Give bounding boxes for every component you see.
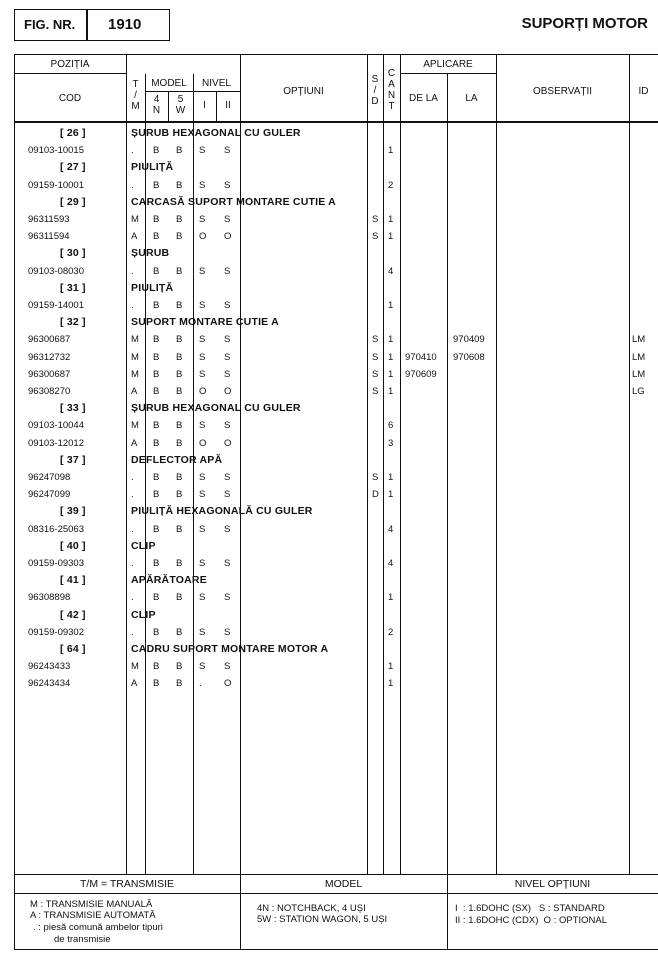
part-code: 09159-09302: [28, 626, 84, 638]
table-row: [0, 555, 658, 572]
part-group-name: APĂRĂTOARE: [131, 574, 207, 587]
part-code: 96312732: [28, 351, 71, 363]
nivel-1-cell: S: [199, 179, 206, 191]
model-5w-cell: B: [176, 420, 183, 432]
quantity-cell: 1: [388, 231, 394, 243]
legend-tm-line: M : TRANSMISIE MANUALĂ: [30, 899, 153, 910]
part-code: 09103-10015: [28, 145, 84, 157]
quantity-cell: 3: [388, 437, 394, 449]
figure-number: 1910: [108, 16, 142, 33]
model-4n-cell: B: [153, 489, 160, 501]
transmission-cell: .: [131, 300, 134, 311]
quantity-cell: 4: [388, 265, 394, 277]
position-number: [ 42 ]: [60, 608, 86, 621]
table-row: [0, 331, 658, 348]
transmission-cell: A: [131, 386, 138, 397]
nivel-1-cell: S: [199, 626, 206, 638]
quantity-cell: 1: [388, 351, 394, 363]
nivel-2-cell: S: [224, 368, 231, 380]
part-group-name: PIULIȚĂ: [131, 281, 174, 294]
side-cell: S: [372, 368, 379, 380]
nivel-2-cell: S: [224, 472, 231, 483]
quantity-cell: 1: [388, 592, 394, 604]
part-group-name: ȘURUB: [131, 247, 170, 260]
nivel-2-cell: S: [224, 351, 231, 363]
header-observatii: OBSERVAȚII: [532, 86, 593, 97]
side-cell: S: [372, 334, 379, 346]
model-4n-cell: B: [153, 386, 160, 397]
nivel-1-cell: S: [199, 368, 206, 380]
transmission-cell: M: [131, 368, 139, 380]
model-5w-cell: B: [176, 265, 183, 277]
table-bottom-border: [14, 874, 658, 875]
model-4n-cell: B: [153, 626, 160, 638]
figure-box-divider: [86, 9, 88, 41]
legend-model-line: 5W : STATION WAGON, 5 UȘI: [257, 914, 388, 925]
nivel-2-cell: S: [224, 489, 231, 501]
id-cell: LM: [632, 368, 646, 380]
position-number: [ 33 ]: [60, 402, 86, 415]
model-5w-cell: B: [176, 592, 183, 604]
transmission-cell: .: [131, 523, 134, 535]
header-model-5w: 5 W: [175, 94, 186, 116]
model-5w-cell: B: [176, 489, 183, 501]
part-group-name: CLIP: [131, 608, 156, 621]
group-row: [0, 280, 658, 297]
quantity-cell: 4: [388, 523, 394, 535]
nivel-1-cell: S: [199, 558, 206, 569]
id-cell: LM: [632, 351, 646, 363]
nivel-2-cell: S: [224, 179, 231, 191]
nivel-1-cell: S: [199, 420, 206, 432]
group-row: [0, 572, 658, 589]
table-row: [0, 142, 658, 159]
nivel-1-cell: S: [199, 472, 206, 483]
side-cell: S: [372, 351, 379, 363]
model-4n-cell: B: [153, 351, 160, 363]
transmission-cell: M: [131, 351, 139, 363]
position-number: [ 31 ]: [60, 281, 86, 294]
table-row: [0, 486, 658, 503]
group-row: [0, 194, 658, 211]
applies-from-cell: 970609: [405, 368, 437, 380]
quantity-cell: 1: [388, 386, 394, 397]
nivel-2-cell: O: [224, 678, 232, 690]
model-4n-cell: B: [153, 523, 160, 535]
header-nivel: NIVEL: [202, 78, 231, 89]
quantity-cell: 2: [388, 626, 394, 638]
model-5w-cell: B: [176, 231, 183, 243]
quantity-cell: 1: [388, 334, 394, 346]
transmission-cell: M: [131, 214, 139, 225]
legend-nivel-line: II : 1.6DOHC (CDX) O : OPTIONAL: [455, 915, 608, 926]
quantity-cell: 1: [388, 300, 394, 311]
table-row: [0, 297, 658, 314]
model-4n-cell: B: [153, 334, 160, 346]
table-row: [0, 177, 658, 194]
header-cant: C A N T: [387, 68, 396, 112]
model-4n-cell: B: [153, 437, 160, 449]
part-code: 96308270: [28, 386, 71, 397]
model-4n-cell: B: [153, 300, 160, 311]
model-5w-cell: B: [176, 386, 183, 397]
nivel-2-cell: S: [224, 265, 231, 277]
group-row: [0, 245, 658, 262]
position-number: [ 41 ]: [60, 574, 86, 587]
quantity-cell: 1: [388, 489, 394, 501]
position-number: [ 37 ]: [60, 453, 86, 466]
header-aplicare: APLICARE: [423, 59, 473, 70]
model-4n-cell: B: [153, 558, 160, 569]
nivel-1-cell: S: [199, 592, 206, 604]
part-code: 09159-14001: [28, 300, 84, 311]
position-number: [ 27 ]: [60, 161, 86, 174]
part-code: 96300687: [28, 334, 71, 346]
group-row: [0, 607, 658, 624]
table-top-border: [14, 54, 658, 55]
quantity-cell: 1: [388, 368, 394, 380]
part-code: 09159-10001: [28, 179, 84, 191]
nivel-2-cell: O: [224, 437, 232, 449]
model-5w-cell: B: [176, 300, 183, 311]
quantity-cell: 2: [388, 179, 394, 191]
nivel-1-cell: S: [199, 489, 206, 501]
page-title: SUPORȚI MOTOR: [521, 15, 648, 32]
part-group-name: PIULIȚĂ: [131, 161, 174, 174]
model-4n-cell: B: [153, 231, 160, 243]
model-4n-cell: B: [153, 179, 160, 191]
nivel-2-cell: S: [224, 661, 231, 673]
header-tm: T / M: [131, 79, 140, 112]
nivel-2-cell: S: [224, 145, 231, 157]
model-nivel-underline: [145, 91, 240, 92]
model-5w-cell: B: [176, 626, 183, 638]
model-5w-cell: B: [176, 523, 183, 535]
transmission-cell: M: [131, 661, 139, 673]
table-row: [0, 366, 658, 383]
nivel-2-cell: S: [224, 420, 231, 432]
group-row: [0, 538, 658, 555]
header-pozitia: POZIȚIA: [50, 59, 90, 70]
nivel-2-cell: O: [224, 386, 232, 397]
legend-tm-line: de transmisie: [54, 934, 111, 945]
quantity-cell: 1: [388, 472, 394, 483]
applies-to-cell: 970608: [453, 351, 485, 363]
table-row: [0, 435, 658, 452]
transmission-cell: .: [131, 558, 134, 569]
quantity-cell: 4: [388, 558, 394, 569]
table-row: [0, 675, 658, 692]
figure-label: FIG. NR.: [24, 17, 76, 32]
nivel-2-cell: S: [224, 300, 231, 311]
nivel-1-cell: S: [199, 523, 206, 535]
transmission-cell: A: [131, 231, 138, 243]
part-code: 96311593: [28, 214, 70, 225]
model-4n-cell: B: [153, 661, 160, 673]
legend-tm-title: T/M = TRANSMISIE: [79, 878, 175, 890]
model-4n-cell: B: [153, 368, 160, 380]
nivel-1-cell: S: [199, 265, 206, 277]
model-4n-cell: B: [153, 592, 160, 604]
legend-tm-line: A : TRANSMISIE AUTOMATĂ: [30, 910, 156, 921]
legend-nivel-line: I : 1.6DOHC (SX) S : STANDARD: [455, 903, 605, 914]
part-code: 96243434: [28, 678, 71, 690]
model-5w-cell: B: [176, 145, 183, 157]
nivel-1-cell: S: [199, 351, 206, 363]
nivel-1-cell: O: [199, 231, 207, 243]
model-4n-cell: B: [153, 214, 160, 225]
id-cell: LG: [632, 386, 645, 397]
quantity-cell: 1: [388, 145, 394, 157]
group-row: [0, 400, 658, 417]
quantity-cell: 1: [388, 214, 394, 225]
part-code: 96243433: [28, 661, 71, 673]
header-id: ID: [638, 86, 649, 97]
side-cell: S: [372, 472, 379, 483]
legend-divider: [14, 893, 658, 894]
table-row: [0, 469, 658, 486]
model-4n-cell: B: [153, 678, 160, 690]
header-nivel-2: II: [225, 100, 231, 111]
part-group-name: CARCASĂ SUPORT MONTARE CUTIE A: [131, 195, 336, 208]
model-5w-cell: B: [176, 351, 183, 363]
part-group-name: DEFLECTOR APĂ: [131, 453, 223, 466]
table-header-border: [14, 121, 658, 123]
nivel-2-cell: O: [224, 231, 232, 243]
model-4n-cell: B: [153, 145, 160, 157]
model-5w-cell: B: [176, 368, 183, 380]
applies-to-cell: 970409: [453, 334, 485, 346]
model-5w-cell: B: [176, 334, 183, 346]
group-row: [0, 503, 658, 520]
table-row: [0, 658, 658, 675]
legend-nivel-title: NIVEL OPȚIUNI: [514, 878, 591, 890]
legend-model-line: 4N : NOTCHBACK, 4 UȘI: [257, 903, 366, 914]
transmission-cell: .: [131, 472, 134, 483]
part-code: 96247098: [28, 472, 71, 483]
position-number: [ 64 ]: [60, 643, 86, 655]
legend-tm-line: . : piesă comună ambelor tipuri: [33, 922, 163, 933]
transmission-cell: .: [131, 626, 134, 638]
table-row: [0, 589, 658, 606]
group-row: [0, 641, 658, 658]
pozitia-underline: [14, 73, 126, 74]
table-row: [0, 228, 658, 245]
group-row: [0, 159, 658, 176]
nivel-1-cell: S: [199, 334, 206, 346]
part-code: 96311594: [28, 231, 70, 243]
nivel-2-cell: S: [224, 558, 231, 569]
part-group-name: ȘURUB HEXAGONAL CU GULER: [131, 402, 301, 415]
part-group-name: PIULIȚĂ HEXAGONALĂ CU GULER: [131, 505, 313, 518]
nivel-1-cell: .: [199, 678, 202, 690]
nivel-1-cell: S: [199, 661, 206, 673]
part-group-name: SUPORT MONTARE CUTIE A: [131, 316, 279, 329]
header-de-la: DE LA: [409, 93, 438, 104]
part-code: 96300687: [28, 368, 71, 380]
model-5w-cell: B: [176, 437, 183, 449]
model-5w-cell: B: [176, 678, 183, 690]
group-row: [0, 452, 658, 469]
nivel-1-cell: S: [199, 214, 206, 225]
part-code: 09159-09303: [28, 558, 84, 569]
position-number: [ 30 ]: [60, 247, 86, 260]
table-row: [0, 211, 658, 228]
group-row: [0, 314, 658, 331]
aplicare-underline: [400, 73, 496, 74]
table-row: [0, 383, 658, 400]
model-5w-cell: B: [176, 214, 183, 225]
model-5w-cell: B: [176, 179, 183, 191]
side-cell: S: [372, 214, 379, 225]
transmission-cell: .: [131, 489, 134, 501]
model-4n-cell: B: [153, 265, 160, 277]
part-group-name: ȘURUB HEXAGONAL CU GULER: [131, 127, 301, 139]
side-cell: S: [372, 386, 379, 397]
quantity-cell: 6: [388, 420, 394, 432]
part-code: 09103-12012: [28, 437, 84, 449]
table-row: [0, 349, 658, 366]
model-5w-cell: B: [176, 661, 183, 673]
group-row: [0, 125, 658, 142]
position-number: [ 40 ]: [60, 539, 86, 552]
model-5w-cell: B: [176, 558, 183, 569]
transmission-cell: M: [131, 420, 139, 432]
transmission-cell: .: [131, 145, 134, 157]
nivel-2-cell: S: [224, 592, 231, 604]
nivel-2-cell: S: [224, 626, 231, 638]
nivel-1-cell: S: [199, 300, 206, 311]
header-model-4n: 4 N: [152, 94, 161, 116]
part-code: 09103-10044: [28, 420, 84, 432]
table-row: [0, 521, 658, 538]
applies-from-cell: 970410: [405, 351, 437, 363]
transmission-cell: .: [131, 179, 134, 191]
position-number: [ 39 ]: [60, 505, 86, 518]
part-code: 96308898: [28, 592, 71, 604]
header-model: MODEL: [151, 78, 187, 89]
part-group-name: CLIP: [131, 539, 156, 552]
table-row: [0, 263, 658, 280]
id-cell: LM: [632, 334, 646, 346]
part-code: 09103-08030: [28, 265, 84, 277]
transmission-cell: .: [131, 265, 134, 277]
table-row: [0, 624, 658, 641]
header-sd: S / D: [371, 74, 379, 107]
part-code: 96247099: [28, 489, 71, 501]
transmission-cell: .: [131, 592, 134, 604]
header-nivel-1: I: [203, 100, 206, 111]
nivel-2-cell: S: [224, 214, 231, 225]
header-optiuni: OPȚIUNI: [283, 86, 324, 97]
legend-model-title: MODEL: [324, 878, 363, 890]
nivel-1-cell: S: [199, 145, 206, 157]
nivel-1-cell: O: [199, 386, 207, 397]
legend-bottom-border: [14, 949, 658, 950]
nivel-2-cell: S: [224, 334, 231, 346]
part-group-name: CADRU SUPORT MONTARE MOTOR A: [131, 643, 329, 655]
position-number: [ 26 ]: [60, 127, 86, 139]
transmission-cell: A: [131, 678, 138, 690]
model-5w-cell: B: [176, 472, 183, 483]
quantity-cell: 1: [388, 678, 394, 690]
header-la: LA: [465, 93, 478, 104]
part-code: 08316-25063: [28, 523, 84, 535]
position-number: [ 32 ]: [60, 316, 86, 329]
table-row: [0, 417, 658, 434]
side-cell: D: [372, 489, 379, 501]
side-cell: S: [372, 231, 379, 243]
model-4n-cell: B: [153, 472, 160, 483]
transmission-cell: A: [131, 437, 138, 449]
header-cod: COD: [58, 93, 82, 104]
model-4n-cell: B: [153, 420, 160, 432]
nivel-1-cell: O: [199, 437, 207, 449]
quantity-cell: 1: [388, 661, 394, 673]
transmission-cell: M: [131, 334, 139, 346]
position-number: [ 29 ]: [60, 195, 86, 208]
nivel-2-cell: S: [224, 523, 231, 535]
